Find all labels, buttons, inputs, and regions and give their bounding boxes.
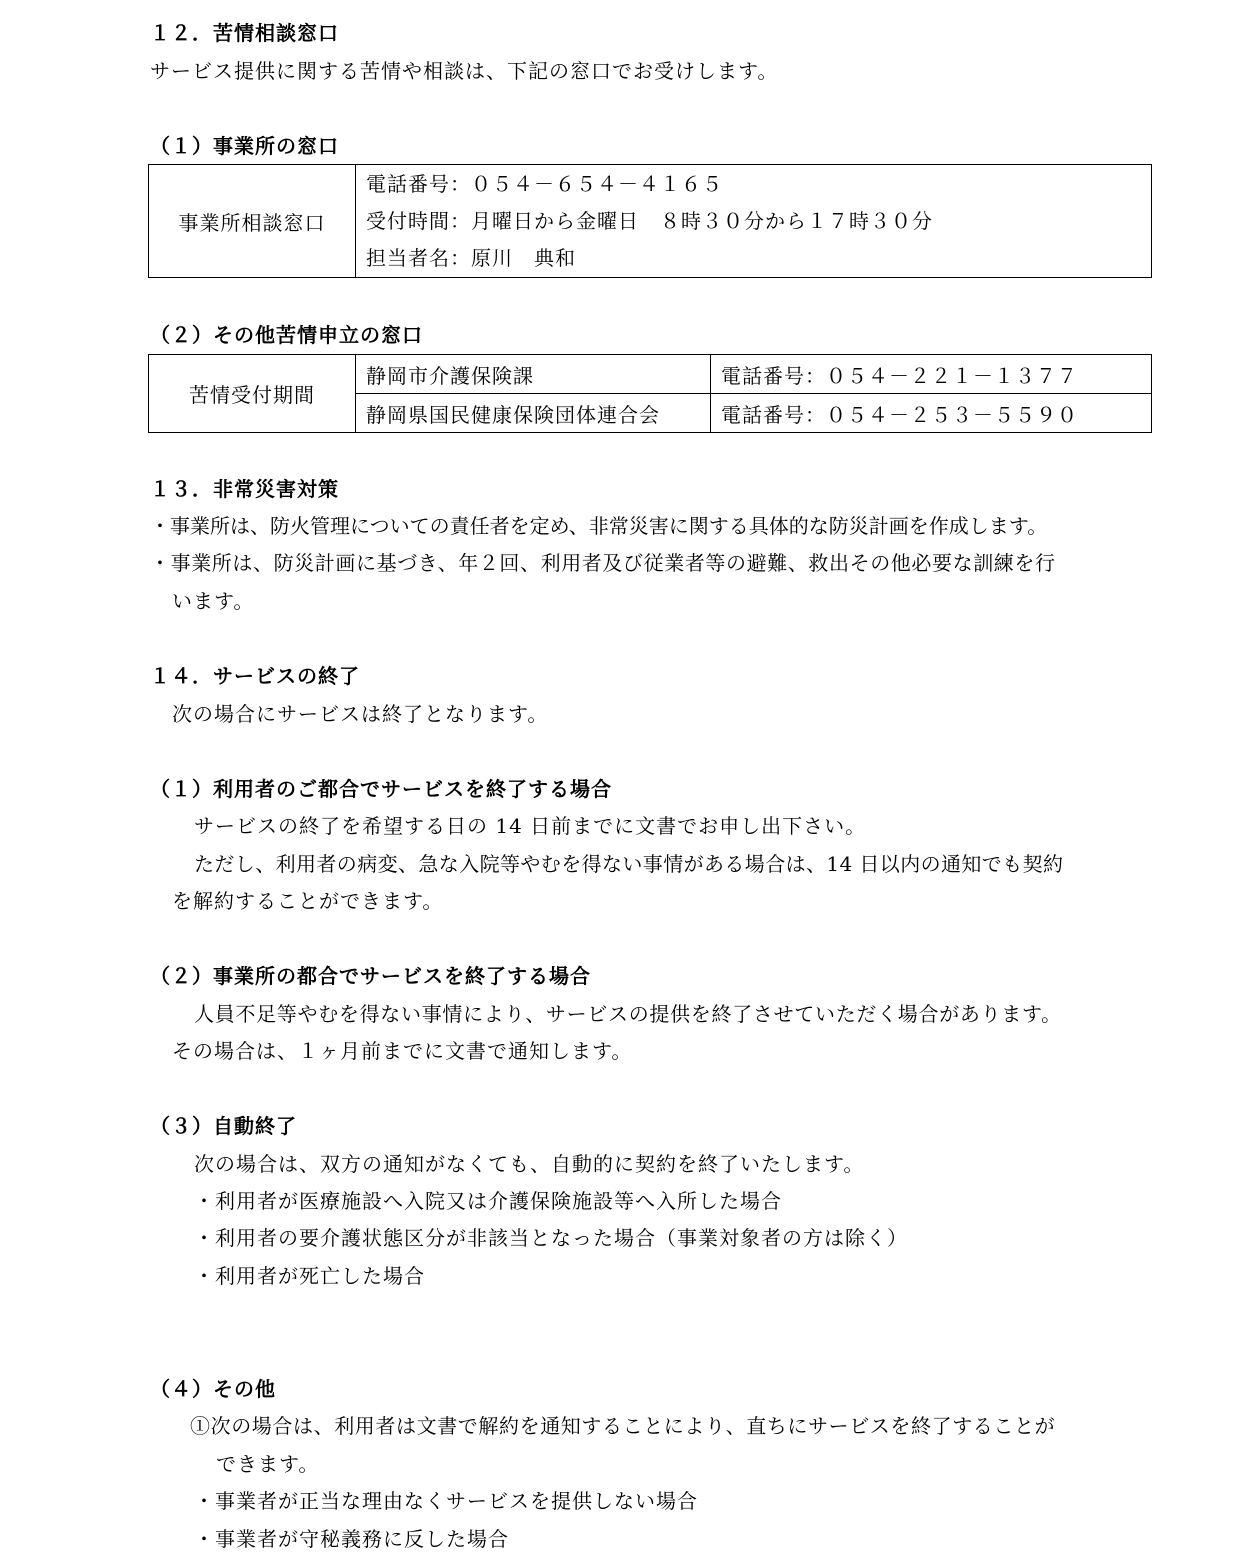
complaint-label: 苦情受付期間 — [149, 355, 356, 433]
section-14-1-line-1: サービスの終了を希望する日の 14 日前までに文書でお申し出下さい。 — [194, 814, 867, 838]
office-contact-table — [148, 164, 1152, 278]
office-contact-label: 事業所相談窓口 — [149, 165, 356, 278]
complaint-phone: 電話番号：０５４－２５３－５５９０ — [711, 394, 1152, 433]
complaint-org: 静岡市介護保険課 — [356, 355, 711, 394]
section-14-intro: 次の場合にサービスは終了となります。 — [172, 702, 549, 726]
office-contact-details — [356, 165, 1152, 278]
section-12-1-heading: （１）事業所の窓口 — [150, 134, 339, 158]
section-12-heading: １２．苦情相談窓口 — [150, 21, 339, 45]
section-13-bullet-2-cont: います。 — [172, 589, 255, 613]
section-14-heading: １４．サービスの終了 — [150, 664, 360, 688]
section-14-3-item: ・利用者の要介護状態区分が非該当となった場合（事業対象者の方は除く） — [194, 1226, 908, 1250]
section-14-1-line-3: を解約することができます。 — [172, 889, 444, 913]
office-person: 担当者名：原川 典和 — [366, 245, 576, 270]
section-14-2-line-1: 人員不足等やむを得ない事情により、サービスの提供を終了させていただく場合があります。 — [194, 1002, 1062, 1026]
section-12-intro: サービス提供に関する苦情や相談は、下記の窓口でお受けします。 — [150, 59, 779, 83]
section-13-bullet-1: ・事業所は、防火管理についての責任者を定め、非常災害に関する具体的な防災計画を作成します。 — [150, 514, 1048, 538]
section-14-2-line-2: その場合は、１ヶ月前までに文書で通知します。 — [172, 1039, 633, 1063]
office-phone: 電話番号：０５４－６５４－４１６５ — [366, 171, 723, 196]
section-14-1-heading: （１）利用者のご都合でサービスを終了する場合 — [150, 777, 612, 801]
complaint-table — [148, 354, 1152, 433]
section-14-4-sub-item: ・事業者が正当な理由なくサービスを提供しない場合 — [194, 1489, 698, 1513]
section-14-1-line-2: ただし、利用者の病変、急な入院等やむを得ない事情がある場合は、14 日以内の通知でも契約 — [194, 852, 1064, 876]
section-14-4-heading: （４）その他 — [150, 1377, 276, 1401]
section-14-4-sub-item: ・事業者が守秘義務に反した場合 — [194, 1527, 509, 1551]
section-12-2-heading: （２）その他苦情申立の窓口 — [150, 323, 423, 347]
section-14-3-item: ・利用者が死亡した場合 — [194, 1264, 425, 1288]
complaint-org: 静岡県国民健康保険団体連合会 — [356, 394, 711, 433]
section-14-2-heading: （２）事業所の都合でサービスを終了する場合 — [150, 964, 591, 988]
section-14-4-item-1: ①次の場合は、利用者は文書で解約を通知することにより、直ちにサービスを終了することが — [190, 1414, 1056, 1438]
section-13-bullet-2: ・事業所は、防災計画に基づき、年２回、利用者及び従業者等の避難、救出その他必要な訓練を行 — [150, 551, 1056, 575]
section-14-4-item-1-cont: できます。 — [216, 1452, 320, 1476]
section-13-heading: １３．非常災害対策 — [150, 477, 339, 501]
section-14-3-item: ・利用者が医療施設へ入院又は介護保険施設等へ入所した場合 — [194, 1189, 782, 1213]
complaint-phone: 電話番号：０５４－２２１－１３７７ — [711, 355, 1152, 394]
section-14-3-intro: 次の場合は、双方の通知がなくても、自動的に契約を終了いたします。 — [194, 1152, 865, 1176]
section-14-3-heading: （３）自動終了 — [150, 1114, 297, 1138]
office-hours: 受付時間：月曜日から金曜日 ８時３０分から１７時３０分 — [366, 208, 933, 233]
